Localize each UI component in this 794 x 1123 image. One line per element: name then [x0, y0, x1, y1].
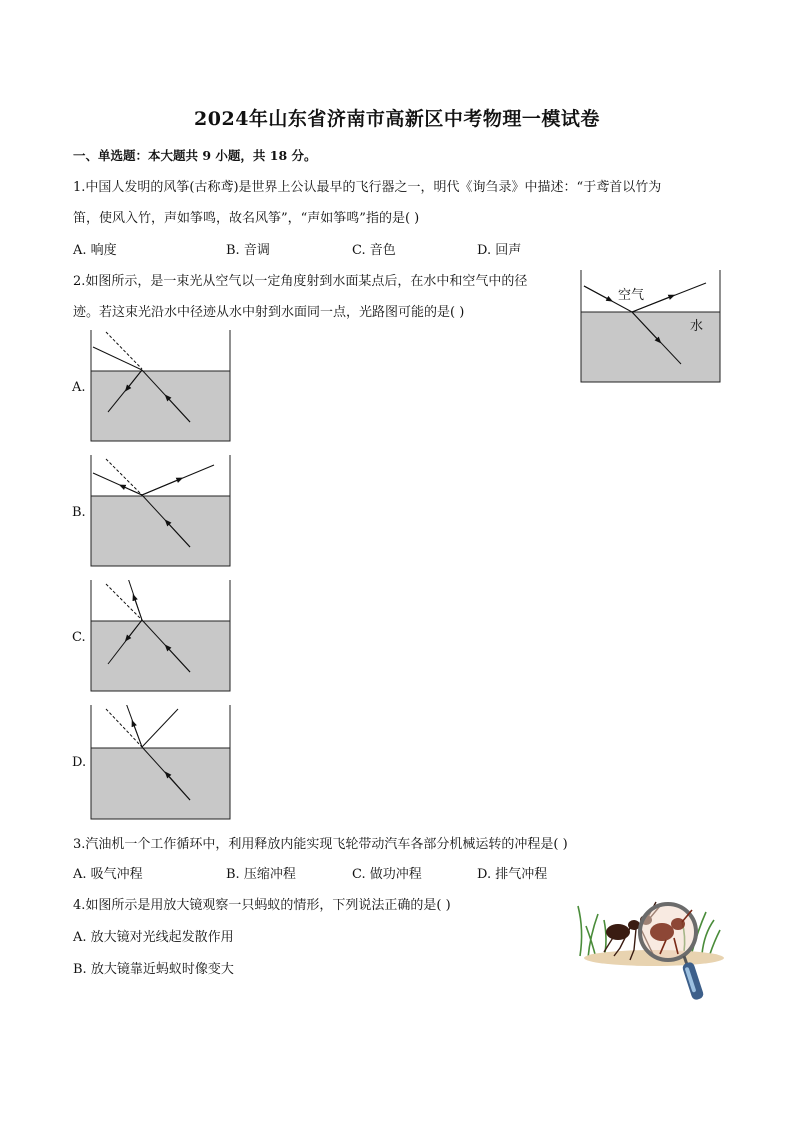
q2-line-2: 迹。若这束光沿水中径迹从水中射到水面同一点，光路图可能的是( )	[73, 305, 465, 320]
q1-line-2: 笛，使风入竹，声如筝鸣，故名风筝”，“声如筝鸣”指的是( )	[73, 211, 420, 226]
q1-option-d[interactable]: D. 回声	[477, 243, 522, 258]
q4-option-a[interactable]: A. 放大镜对光线起发散作用	[73, 930, 234, 945]
section-heading: 一、单选题：本大题共 9 小题，共 18 分。	[73, 148, 317, 163]
q2-reference-figure	[580, 270, 722, 385]
air-label: 空气	[618, 288, 645, 303]
q4-line-1: 4.如图所示是用放大镜观察一只蚂蚁的情形，下列说法正确的是( )	[73, 898, 451, 913]
q2-line-1: 2.如图所示，是一束光从空气以一定角度射到水面某点后，在水中和空气中的径	[73, 274, 528, 289]
q1-line-1: 1.中国人发明的风筝(古称鸢)是世界上公认最早的飞行器之一，明代《询刍录》中描述：“于鸢首以竹为	[73, 180, 662, 195]
q2-option-c-figure[interactable]	[90, 580, 232, 693]
q2-option-a-figure[interactable]	[90, 330, 232, 443]
q2-option-b-label[interactable]: B.	[72, 505, 86, 520]
q1-option-c[interactable]: C. 音色	[352, 243, 396, 258]
q1-option-a[interactable]: A. 响度	[73, 243, 117, 258]
q3-option-c[interactable]: C. 做功冲程	[352, 867, 422, 882]
magnifier-ant-illustration	[574, 892, 724, 1007]
water-label: 水	[690, 319, 704, 334]
q2-option-a-label[interactable]: A.	[72, 380, 86, 395]
exam-title: 2024年山东省济南市高新区中考物理一模试卷	[194, 108, 600, 130]
q3-line-1: 3.汽油机一个工作循环中，利用释放内能实现飞轮带动汽车各部分机械运转的冲程是( )	[73, 837, 568, 852]
q2-option-c-label[interactable]: C.	[72, 630, 86, 645]
q3-option-b[interactable]: B. 压缩冲程	[226, 867, 296, 882]
q1-option-b[interactable]: B. 音调	[226, 243, 270, 258]
q2-option-b-figure[interactable]	[90, 455, 232, 568]
q4-option-b[interactable]: B. 放大镜靠近蚂蚁时像变大	[73, 962, 234, 977]
q2-option-d-figure[interactable]	[90, 705, 232, 821]
q2-option-d-label[interactable]: D.	[72, 755, 87, 770]
q3-option-d[interactable]: D. 排气冲程	[477, 867, 548, 882]
q3-option-a[interactable]: A. 吸气冲程	[73, 867, 143, 882]
